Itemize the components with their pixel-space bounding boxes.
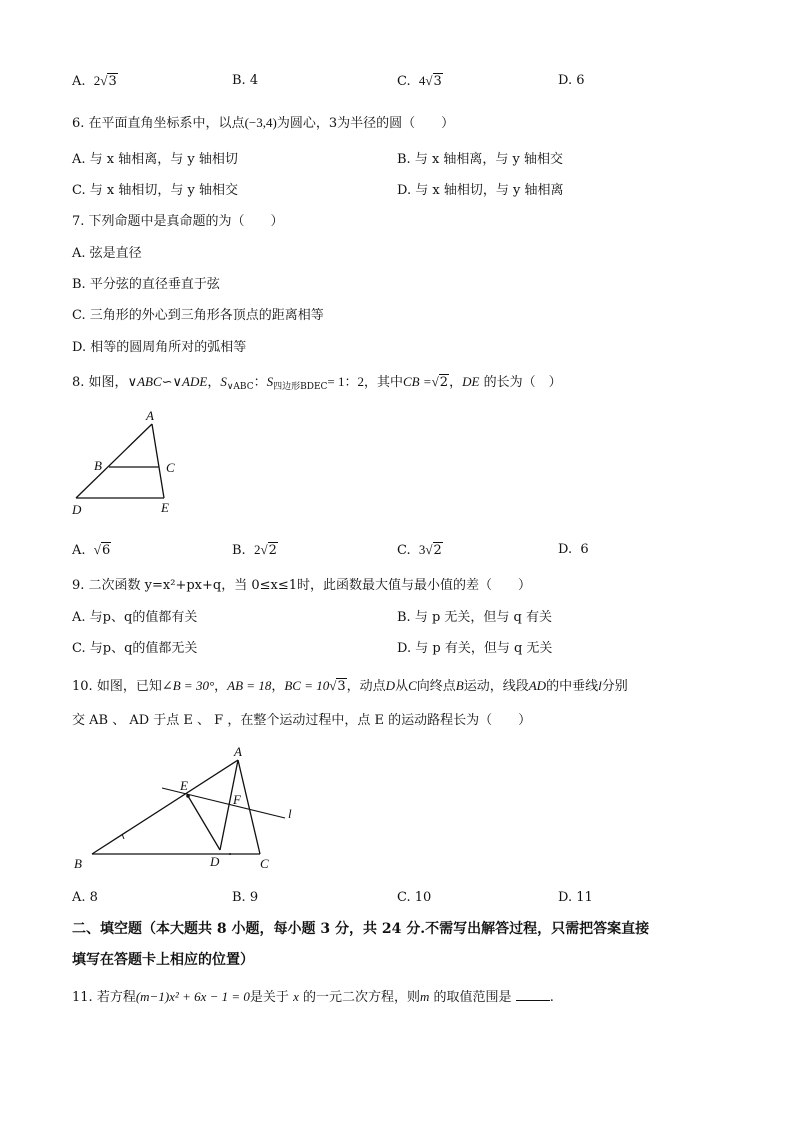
q8-label-b: B (94, 458, 102, 473)
q7-option-c: C. 三角形的外心到三角形各顶点的距离相等 (72, 308, 324, 323)
section2-title-line1: 二、填空题（本大题共 8 小题，每小题 3 分，共 24 分.不需写出解答过程，只需把答案直接 (72, 921, 650, 937)
q6-option-c: C. 与 x 轴相切，与 y 轴相交 (72, 183, 238, 198)
q8-side-ad (76, 424, 152, 498)
q10-label-e: E (180, 778, 188, 793)
q10-label-f: F (233, 792, 241, 807)
q11-answer-blank (516, 988, 550, 1001)
q11-stem: 11. 若方程(m−1)x² + 6x − 1 = 0是关于 x 的一元二次方程，则m 的取值范围是 . (72, 989, 554, 1005)
q10-label-d: D (210, 854, 220, 869)
q8-label-e: E (161, 500, 169, 515)
q10-label-c: C (260, 856, 269, 871)
q7-stem: 7. 下列命题中是真命题的为（ ） (72, 214, 284, 229)
q10-option-d: D. 11 (558, 890, 593, 905)
q10-option-b: B. 9 (232, 890, 259, 905)
q8-option-c: C. 3√2 (397, 542, 442, 558)
q5-option-c: C. 4√3 (397, 73, 442, 89)
q9-option-a: A. 与p、q的值都有关 (72, 610, 198, 625)
q10-figure (70, 744, 310, 874)
q10-label-b: B (74, 856, 82, 871)
q10-side-ba (92, 760, 238, 854)
q8-label-c: C (166, 460, 175, 475)
q10-point-d-mark (229, 853, 231, 855)
q8-stem: 8. 如图，∨ABC∽∨ADE，$S_{\vee ABC}$：$S_{四边形BDEC}= 1$：2，其中CB =√2，DE 的长为（ ） (72, 374, 562, 392)
q9-option-b: B. 与 p 无关，但与 q 有关 (397, 610, 553, 625)
q8-option-b: B. 2√2 (232, 542, 277, 558)
q8-option-d: D. 6 (558, 542, 589, 557)
q6-option-d: D. 与 x 轴相切，与 y 轴相离 (397, 183, 564, 198)
q10-point-e (186, 794, 190, 798)
q5-option-b: B. 4 (232, 73, 259, 88)
q5-option-a: A. 2√3 (72, 73, 117, 89)
q5-option-d: D. 6 (558, 73, 585, 88)
q7-option-a: A. 弦是直径 (72, 246, 142, 261)
q10-option-c: C. 10 (397, 890, 432, 905)
q8-option-a: A. √6 (72, 542, 111, 558)
q10-label-l: l (288, 806, 292, 821)
q6-option-a: A. 与 x 轴相离，与 y 轴相切 (72, 152, 238, 167)
q8-figure (70, 410, 190, 520)
q6-option-b: B. 与 x 轴相离，与 y 轴相交 (397, 152, 564, 167)
q9-option-c: C. 与p、q的值都无关 (72, 641, 198, 656)
q7-option-b: B. 平分弦的直径垂直于弦 (72, 277, 220, 292)
q10-stem-line2: 交 AB 、 AD 于点 E 、 F ，在整个运动过程中，点 E 的运动路程长为（ ） (72, 713, 532, 728)
q8-label-a: A (146, 408, 154, 423)
q8-label-d: D (72, 502, 82, 517)
q7-option-d: D. 相等的圆周角所对的弧相等 (72, 340, 247, 355)
q9-option-d: D. 与 p 有关，但与 q 无关 (397, 641, 553, 656)
q10-stem-line1: 10. 如图，已知∠B = 30°，AB = 18，BC = 10√3，动点D从C向终点B运动，线段AD的中垂线l分别 (72, 678, 628, 694)
q10-segment-ed (188, 796, 220, 850)
section2-title-line2: 填写在答题卡上相应的位置） (72, 952, 254, 968)
q6-stem: 6. 在平面直角坐标系中，以点(−3,4)为圆心，3为半径的圆（ ） (72, 115, 455, 131)
q10-option-a: A. 8 (72, 890, 98, 905)
q8-side-ae (152, 424, 164, 498)
q9-stem: 9. 二次函数 y=x²+px+q，当 0≤x≤1时，此函数最大值与最小值的差（ ） (72, 578, 532, 593)
q10-label-a: A (234, 744, 242, 759)
